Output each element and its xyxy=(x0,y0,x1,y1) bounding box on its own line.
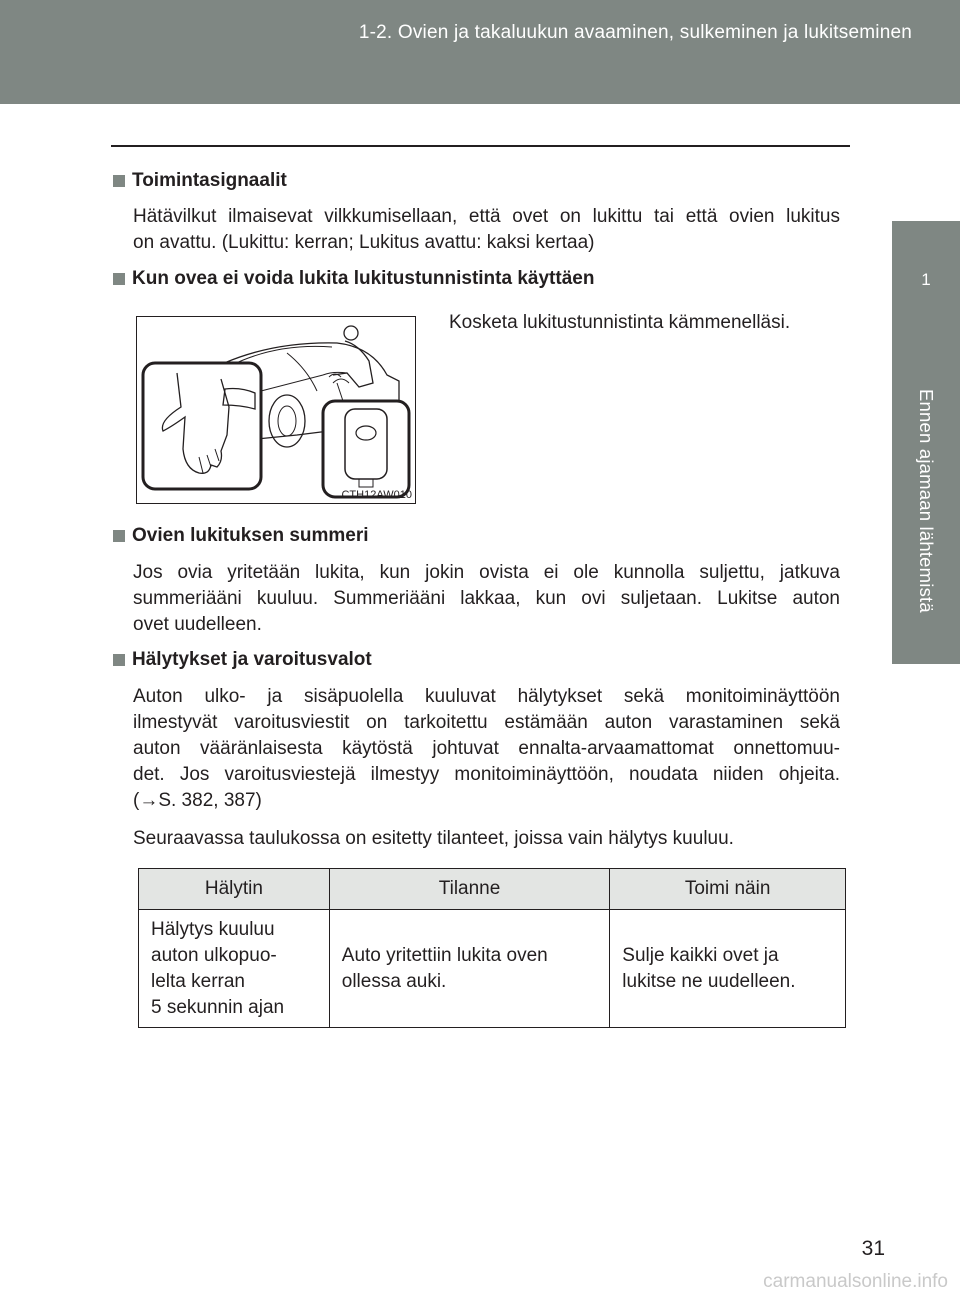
paragraph xyxy=(133,684,840,814)
alarm-table xyxy=(138,868,846,1028)
chapter-label-text: Ennen ajamaan lähtemistä xyxy=(916,389,937,613)
watermark: carmanualsonline.info xyxy=(763,1271,948,1292)
paragraph-line: Auton ulko- ja sisäpuolella kuuluvat hälytykset sekä monitoiminäyttöön xyxy=(133,686,840,707)
figure-caption: Kosketa lukitustunnistinta kämmenelläsi. xyxy=(449,312,791,333)
bullet-square-icon xyxy=(113,273,125,285)
paragraph-line: summeriääni kuuluu. Summeriääni lakkaa, kun ovi suljetaan. Lukitse auton xyxy=(133,588,840,609)
section-heading xyxy=(113,649,372,671)
chapter-label xyxy=(892,338,960,664)
illustration-drawing xyxy=(137,317,414,502)
paragraph-line: det. Jos varoitusviestejä ilmestyy monitoiminäyttöön, noudata niiden ohjeita. xyxy=(133,764,840,785)
section-heading-text: Ovien lukituksen summeri xyxy=(132,525,369,546)
figure-code: CTH12AW010 xyxy=(341,489,412,501)
paragraph xyxy=(133,204,840,256)
paragraph-line: auton vääränlaisesta käytöstä johtuvat ennalta-arvaamattomat onnettomuu- xyxy=(133,738,840,759)
section-heading xyxy=(113,170,287,192)
table-intro: Seuraavassa taulukossa on esitetty tilanteet, joissa vain hälytys kuuluu. xyxy=(133,828,734,849)
cell-line: Hälytys kuuluu xyxy=(151,918,275,940)
cell-line: Auto yritettiin lukita oven xyxy=(341,944,548,966)
page-number: 31 xyxy=(861,1237,885,1260)
illustration-lock-sensor xyxy=(136,316,416,504)
table-header-row xyxy=(139,869,846,910)
chapter-section-title: 1-2. Ovien ja takaluukun avaaminen, sulkeminen ja lukitseminen xyxy=(358,22,912,43)
cell-line: lukitse ne uudelleen. xyxy=(622,970,796,992)
paragraph-line: Hätävilkut ilmaisevat vilkkumisellaan, että ovet on lukittu tai että ovien lukitus xyxy=(133,206,840,227)
paragraph-line: Jos ovia yritetään lukita, kun jokin ovista ei ole kunnolla suljettu, jatkuva xyxy=(133,562,840,583)
chapter-number: 1 xyxy=(921,269,931,289)
section-heading xyxy=(113,268,594,290)
cell-line: lelta kerran xyxy=(151,970,245,992)
column-header-situation: Tilanne xyxy=(329,869,610,910)
bullet-square-icon xyxy=(113,175,125,187)
column-header-action: Toimi näin xyxy=(610,869,846,910)
paragraph xyxy=(133,560,840,638)
section-heading-text: Hälytykset ja varoitusvalot xyxy=(132,649,372,670)
cell-line: ollessa auki. xyxy=(341,970,447,992)
top-rule xyxy=(111,145,850,147)
cell-action xyxy=(610,910,846,1028)
section-heading-text: Toimintasignaalit xyxy=(132,170,287,191)
cell-line: auton ulkopuo- xyxy=(151,944,277,966)
paragraph-line: on avattu. (Lukittu: kerran; Lukitus avattu: kaksi kertaa) xyxy=(133,232,595,253)
paragraph-line: (→S. 382, 387) xyxy=(133,790,262,811)
header-band xyxy=(0,0,960,104)
table-row xyxy=(139,910,846,1028)
cell-line: Sulje kaikki ovet ja xyxy=(622,944,779,966)
bullet-square-icon xyxy=(113,654,125,666)
column-header-alarm: Hälytin xyxy=(139,869,330,910)
cell-alarm xyxy=(139,910,330,1028)
bullet-square-icon xyxy=(113,530,125,542)
paragraph-line: ilmestyvät varoitusviestit on tarkoitettu estämään auton varastaminen sekä xyxy=(133,712,840,733)
section-heading-text: Kun ovea ei voida lukita lukitustunnistinta käyttäen xyxy=(132,268,595,289)
section-heading xyxy=(113,525,369,547)
cell-line: 5 sekunnin ajan xyxy=(151,996,285,1018)
paragraph-line: ovet uudelleen. xyxy=(133,614,262,635)
cell-situation xyxy=(329,910,610,1028)
